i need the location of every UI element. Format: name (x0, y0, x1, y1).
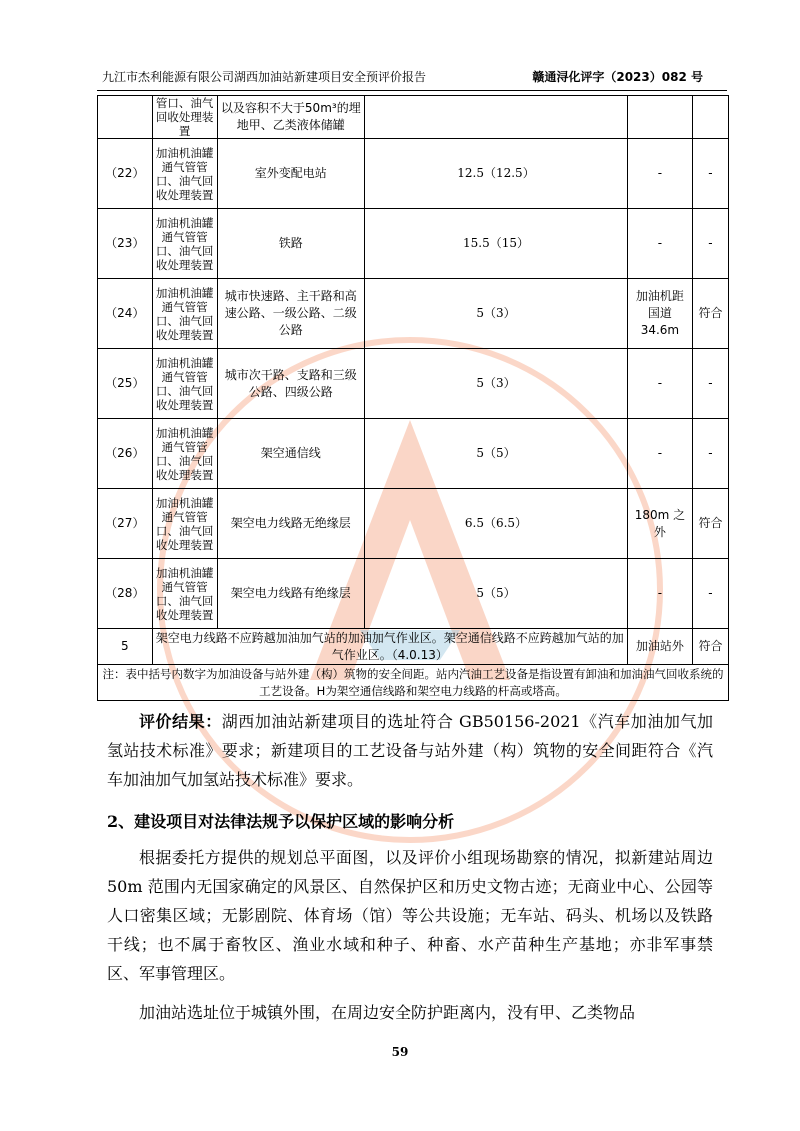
equipment-cell: 加油机油罐通气管管口、油气回收处理装置 (152, 419, 217, 489)
evaluation-result-paragraph (107, 707, 713, 794)
body-paragraph: 根据委托方提供的规划总平面图，以及评价小组现场勘察的情况，拟新建站周边 50m 范围内无国家确定的风景区、自然保护区和历史文物古迹；无商业中心、公园等人口密集区域；无影剧院、体育场（馆）等公共设施；无车站、码头、机场以及铁路干线；也不属于畜牧区、渔业水域和种子、种畜、水产苗种生产基地；亦非军事禁区、军事管理区。 (107, 848, 713, 983)
evaluation-result-text: 湖西加油站新建项目的选址符合 GB50156-2021《汽车加油加气加氢站技术标准》要求；新建项目的工艺设备与站外建（构）筑物的安全间距符合《汽车加油加气加氢站技术标准》要求。 (107, 712, 713, 789)
row-number: （24） (98, 279, 153, 349)
table-row (98, 419, 729, 489)
row-number: （22） (98, 139, 153, 209)
actual-distance-cell: 加油站外 (627, 629, 692, 665)
object-cell: 城市快速路、主干路和高速公路、一级公路、二级公路 (217, 279, 364, 349)
result-cell: - (692, 419, 728, 489)
object-cell: 架空电力线路无绝缘层 (217, 489, 364, 559)
requirement-cell: 架空电力线路不应跨越加油加气站的加油加气作业区。架空通信线路不应跨越加气站的加气作业区。（4.0.13） (152, 629, 627, 665)
object-cell: 架空通信线 (217, 419, 364, 489)
standard-distance-cell: 5（5） (365, 419, 628, 489)
standard-distance-cell: 5（3） (365, 349, 628, 419)
result-cell: - (692, 349, 728, 419)
equipment-cell: 加油机油罐通气管管口、油气回收处理装置 (152, 279, 217, 349)
actual-distance-cell: - (627, 419, 692, 489)
table-row (98, 96, 729, 139)
standard-distance-cell: 5（3） (365, 279, 628, 349)
body-paragraph: 加油站选址位于城镇外围，在周边安全防护距离内，没有甲、乙类物品 (139, 1003, 636, 1022)
table-row (98, 629, 729, 665)
table-cell (98, 96, 153, 139)
row-number: （27） (98, 489, 153, 559)
result-cell: - (692, 209, 728, 279)
table-cell (692, 96, 728, 139)
header-report-title: 九江市杰利能源有限公司湖西加油站新建项目安全预评价报告 (102, 70, 427, 84)
section-heading: 2、建设项目对法律法规予以保护区域的影响分析 (107, 812, 455, 831)
header-divider (97, 90, 727, 91)
actual-distance-cell: 加油机距国道 34.6m (627, 279, 692, 349)
page-header (97, 66, 703, 88)
table-row (98, 349, 729, 419)
object-cell: 架空电力线路有绝缘层 (217, 559, 364, 629)
table-row (98, 665, 729, 701)
header-report-number: 赣通浔化评字（2023）082 号 (532, 70, 703, 84)
actual-distance-cell: - (627, 139, 692, 209)
equipment-cell: 加油机油罐通气管管口、油气回收处理装置 (152, 559, 217, 629)
actual-distance-cell: - (627, 209, 692, 279)
table-row (98, 489, 729, 559)
equipment-cell: 加油机油罐通气管管口、油气回收处理装置 (152, 489, 217, 559)
result-cell: 符合 (692, 279, 728, 349)
standard-distance-cell: 6.5（6.5） (365, 489, 628, 559)
table-note: 注：表中括号内数字为加油设备与站外建（构）筑物的安全间距。站内汽油工艺设备是指设置有卸油和加油油气回收系统的工艺设备。H为架空通信线路和架空电力线路的杆高或塔高。 (98, 665, 729, 701)
result-cell: 符合 (692, 629, 728, 665)
equipment-cell: 加油机油罐通气管管口、油气回收处理装置 (152, 349, 217, 419)
equipment-cell: 加油机油罐通气管管口、油气回收处理装置 (152, 139, 217, 209)
table-row (98, 279, 729, 349)
equipment-cell: 加油机油罐通气管管口、油气回收处理装置 (152, 209, 217, 279)
standard-distance-cell: 5（5） (365, 559, 628, 629)
result-cell: 符合 (692, 489, 728, 559)
table-row (98, 209, 729, 279)
actual-distance-cell: - (627, 349, 692, 419)
table-cell: 以及容积不大于50m³的埋地甲、乙类液体储罐 (217, 96, 364, 139)
actual-distance-cell: 180m 之外 (627, 489, 692, 559)
result-cell: - (692, 139, 728, 209)
result-cell: - (692, 559, 728, 629)
row-number: 5 (98, 629, 153, 665)
evaluation-result-label: 评价结果： (139, 712, 222, 731)
page-number: 59 (391, 1045, 409, 1059)
table-cell (365, 96, 628, 139)
table-cell: 管口、油气回收处理装置 (152, 96, 217, 139)
standard-distance-cell: 12.5（12.5） (365, 139, 628, 209)
row-number: （26） (98, 419, 153, 489)
row-number: （25） (98, 349, 153, 419)
table-row (98, 139, 729, 209)
row-number: （23） (98, 209, 153, 279)
object-cell: 室外变配电站 (217, 139, 364, 209)
object-cell: 铁路 (217, 209, 364, 279)
table-row (98, 559, 729, 629)
standard-distance-cell: 15.5（15） (365, 209, 628, 279)
object-cell: 城市次干路、支路和三级公路、四级公路 (217, 349, 364, 419)
row-number: （28） (98, 559, 153, 629)
table-cell (627, 96, 692, 139)
actual-distance-cell: - (627, 559, 692, 629)
safety-distance-table (97, 95, 729, 701)
